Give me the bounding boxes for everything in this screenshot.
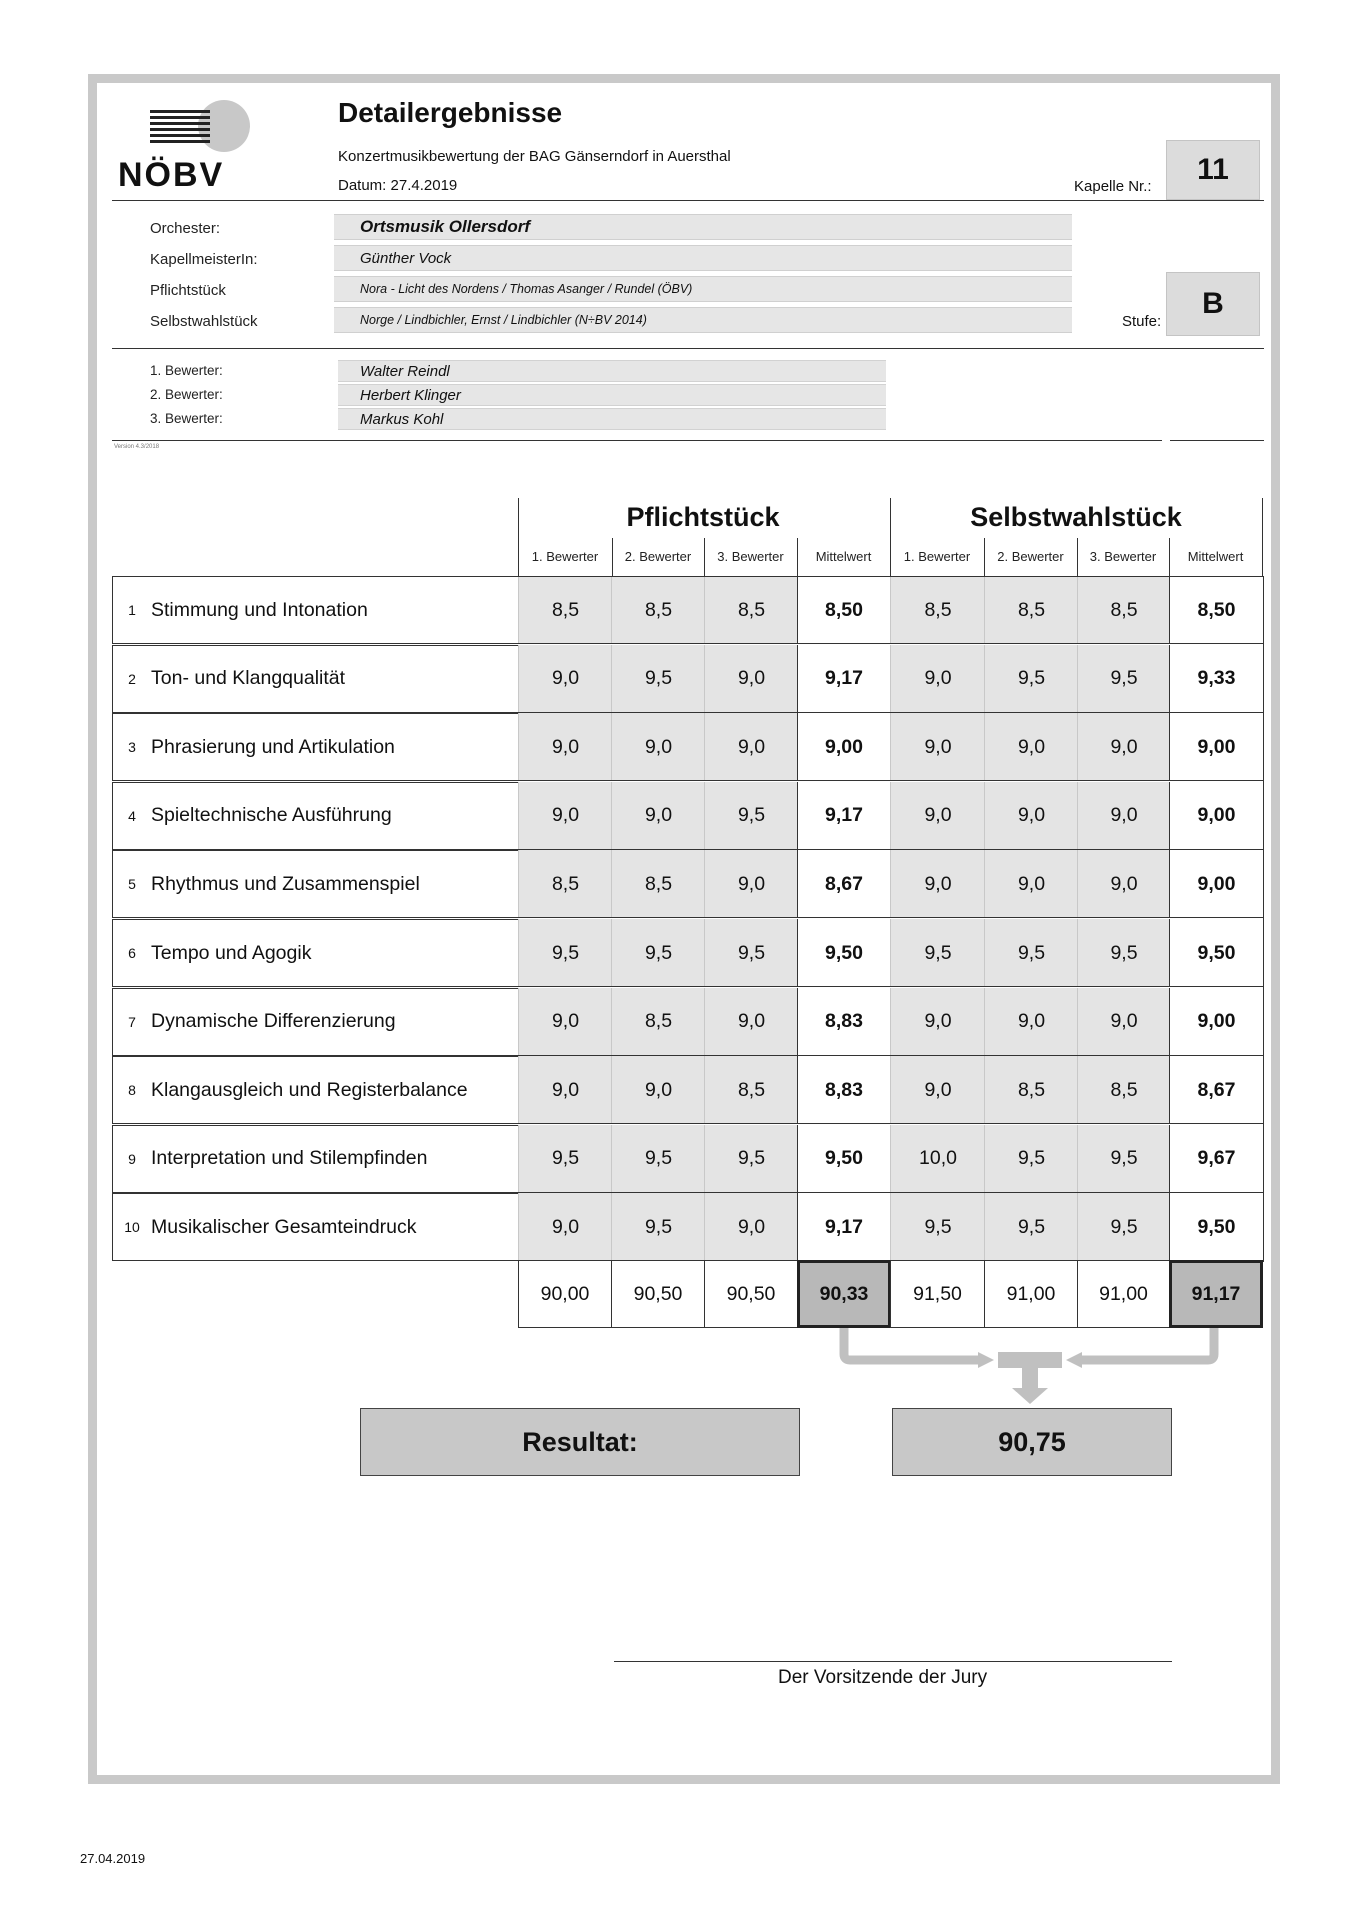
header-divider (1262, 498, 1263, 576)
score-cell: 9,0 (890, 645, 985, 713)
score-cell: 8,5 (1077, 1056, 1170, 1124)
criterion-name: Tempo und Agogik (151, 941, 312, 964)
criterion-name: Rhythmus und Zusammenspiel (151, 872, 420, 895)
score-cell: 9,0 (611, 713, 705, 781)
criterion-label (112, 782, 518, 850)
mean-cell: 9,50 (797, 919, 891, 987)
bewerter-1-label: 1. Bewerter: (150, 363, 223, 378)
score-cell: 9,5 (611, 1125, 705, 1193)
criterion-label (112, 850, 518, 918)
score-cell: 8,5 (611, 576, 705, 644)
divider-line (112, 348, 1264, 349)
table-row (112, 713, 1264, 781)
criterion-number: 6 (128, 945, 136, 961)
score-cell: 9,5 (704, 782, 798, 850)
score-cell: 9,0 (890, 782, 985, 850)
table-row (112, 1125, 1264, 1193)
criterion-number: 2 (128, 670, 136, 687)
page-title: Detailergebnisse (338, 97, 563, 128)
criterion-number: 8 (128, 1082, 136, 1099)
orchester-label: Orchester: (150, 220, 221, 237)
score-cell: 9,5 (518, 1125, 612, 1193)
column-header: 2. Bewerter (997, 549, 1064, 564)
criterion-number: 7 (128, 1013, 136, 1030)
total-mean-pflicht: 90,33 (797, 1260, 891, 1328)
column-header: 3. Bewerter (717, 549, 784, 564)
criterion-number: 10 (124, 1219, 140, 1236)
bewerter-1-field: Walter Reindl (338, 360, 886, 382)
column-header: 1. Bewerter (531, 549, 599, 564)
score-cell: 9,0 (1077, 988, 1170, 1056)
result-label-box: Resultat: (360, 1408, 800, 1476)
score-cell: 9,0 (611, 1056, 705, 1124)
header-divider (890, 498, 891, 576)
score-cell: 9,0 (518, 1056, 612, 1124)
criterion-number: 5 (128, 876, 136, 893)
criterion-name: Musikalischer Gesamteindruck (151, 1215, 417, 1238)
table-row (112, 919, 1264, 987)
total-cell: 91,00 (1077, 1260, 1170, 1328)
version-text: Version 4.3/2018 (114, 444, 160, 450)
score-cell: 9,5 (1077, 645, 1170, 713)
criterion-label (112, 1193, 518, 1261)
pflichtstueck-label: Pflichtstück (150, 282, 226, 299)
header-divider (518, 498, 519, 576)
datum-label: Datum: (338, 177, 387, 194)
score-cell: 10,0 (890, 1125, 985, 1193)
mean-cell: 8,83 (797, 988, 891, 1056)
score-cell: 9,0 (1077, 782, 1170, 850)
kapelle-number-box: 11 (1166, 140, 1260, 200)
score-cell: 9,5 (984, 1193, 1078, 1261)
score-cell: 8,5 (518, 850, 612, 918)
score-cell: 9,0 (704, 645, 798, 713)
pflichtstueck-field: Nora - Licht des Nordens / Thomas Asanger / Rundel (ÖBV) (334, 276, 1072, 302)
score-cell: 9,0 (518, 988, 612, 1056)
mean-cell: 8,50 (1169, 576, 1264, 644)
criterion-label (112, 988, 518, 1056)
score-cell: 9,0 (890, 713, 985, 781)
mean-cell: 9,00 (1169, 850, 1264, 918)
column-header: Mittelwert (815, 549, 872, 564)
mean-cell: 9,17 (797, 645, 891, 713)
mean-cell: 8,67 (797, 850, 891, 918)
mean-cell: 9,00 (1169, 988, 1264, 1056)
merge-arrows-icon (830, 1328, 1250, 1408)
mean-cell: 9,17 (797, 1193, 891, 1261)
mean-cell: 8,83 (797, 1056, 891, 1124)
score-cell: 8,5 (611, 988, 705, 1056)
criterion-label (112, 1056, 518, 1124)
result-value-box: 90,75 (892, 1408, 1172, 1476)
criterion-name: Dynamische Differenzierung (151, 1010, 396, 1033)
score-cell: 8,5 (984, 1056, 1078, 1124)
mean-cell: 9,67 (1169, 1125, 1264, 1193)
score-cell: 9,0 (984, 782, 1078, 850)
selbstwahlstueck-label: Selbstwahlstück (150, 313, 258, 330)
total-cell: 90,50 (611, 1260, 705, 1328)
table-row (112, 850, 1264, 918)
score-cell: 9,0 (1077, 850, 1170, 918)
score-cell: 9,5 (1077, 919, 1170, 987)
score-cell: 8,5 (704, 1056, 798, 1124)
bewerter-2-field: Herbert Klinger (338, 384, 886, 406)
total-cell: 90,50 (704, 1260, 798, 1328)
criterion-name: Ton- und Klangqualität (151, 667, 346, 690)
score-cell: 9,0 (611, 782, 705, 850)
bewerter-2-label: 2. Bewerter: (150, 387, 223, 402)
score-cell: 9,0 (984, 988, 1078, 1056)
score-cell: 9,0 (890, 988, 985, 1056)
criterion-number: 4 (128, 807, 136, 824)
logo-text: NÖBV (118, 156, 225, 194)
score-cell: 9,5 (611, 645, 705, 713)
score-cell: 9,5 (611, 1193, 705, 1261)
criterion-label (112, 1125, 518, 1193)
orchester-field: Ortsmusik Ollersdorf (334, 214, 1072, 240)
criterion-name: Interpretation und Stilempfinden (151, 1147, 428, 1170)
criterion-label (112, 576, 518, 644)
logo-emblem-icon (136, 98, 256, 153)
total-mean-selbst: 91,17 (1169, 1260, 1263, 1328)
score-cell: 9,5 (984, 645, 1078, 713)
score-cell: 9,0 (890, 850, 985, 918)
score-cell: 9,5 (890, 919, 985, 987)
criterion-name: Stimmung und Intonation (151, 598, 368, 621)
signature-line (614, 1661, 1172, 1662)
pflichtstueck-header: Pflichtstück (626, 502, 780, 532)
criterion-name: Klangausgleich und Registerbalance (151, 1078, 468, 1101)
score-cell: 9,0 (518, 1193, 612, 1261)
score-cell: 8,5 (518, 576, 612, 644)
table-row (112, 645, 1264, 713)
selbstwahlstueck-field: Norge / Lindbichler, Ernst / Lindbichler (N÷BV 2014) (334, 307, 1072, 333)
score-cell: 8,5 (704, 576, 798, 644)
table-top-border (112, 576, 1264, 577)
total-cell: 91,00 (984, 1260, 1078, 1328)
total-cell: 91,50 (890, 1260, 985, 1328)
score-cell: 9,0 (704, 850, 798, 918)
kapellmeister-label: KapellmeisterIn: (150, 251, 258, 268)
selbstwahlstueck-header: Selbstwahlstück (970, 502, 1182, 532)
signature-label: Der Vorsitzende der Jury (778, 1667, 988, 1688)
event-subtitle: Konzertmusikbewertung der BAG Gänserndorf in Auersthal (338, 148, 731, 165)
score-cell: 9,5 (518, 919, 612, 987)
score-cell: 9,5 (704, 919, 798, 987)
criterion-label (112, 645, 518, 713)
table-row (112, 988, 1264, 1056)
column-header: Mittelwert (1187, 549, 1244, 564)
divider-line (112, 200, 1264, 201)
score-cell: 8,5 (890, 576, 985, 644)
kapelle-label: Kapelle Nr.: (1074, 178, 1152, 195)
footer-date: 27.04.2019 (80, 1851, 146, 1866)
score-cell: 9,0 (890, 1056, 985, 1124)
criterion-number: 9 (128, 1150, 136, 1167)
score-cell: 9,0 (518, 713, 612, 781)
datum-line (338, 177, 457, 194)
kapellmeister-field: Günther Vock (334, 245, 1072, 271)
noebv-logo (118, 98, 268, 194)
bewerter-3-field: Markus Kohl (338, 408, 886, 430)
mean-cell: 9,50 (1169, 919, 1264, 987)
score-cell: 9,5 (984, 1125, 1078, 1193)
score-cell: 9,0 (704, 988, 798, 1056)
criterion-label (112, 713, 518, 781)
table-row (112, 782, 1264, 850)
criterion-name: Phrasierung und Artikulation (151, 735, 395, 758)
total-cell: 90,00 (518, 1260, 612, 1328)
score-cell: 9,5 (1077, 1125, 1170, 1193)
score-cell: 9,5 (704, 1125, 798, 1193)
score-cell: 9,5 (611, 919, 705, 987)
score-cell: 8,5 (611, 850, 705, 918)
bewerter-3-label: 3. Bewerter: (150, 411, 223, 426)
criterion-number: 3 (128, 739, 136, 756)
mean-cell: 9,00 (1169, 782, 1264, 850)
score-cell: 9,0 (984, 713, 1078, 781)
divider-line (112, 440, 1162, 441)
score-cell: 9,0 (518, 782, 612, 850)
column-header: 3. Bewerter (1089, 549, 1157, 564)
stufe-box: B (1166, 272, 1260, 336)
mean-cell: 9,33 (1169, 645, 1264, 713)
table-row (112, 576, 1264, 644)
score-cell: 8,5 (1077, 576, 1170, 644)
mean-cell: 9,50 (797, 1125, 891, 1193)
criterion-name: Spieltechnische Ausführung (151, 804, 392, 827)
score-cell: 8,5 (984, 576, 1078, 644)
score-cell: 9,5 (1077, 1193, 1170, 1261)
table-right-border (1263, 576, 1264, 1262)
table-row (112, 1193, 1264, 1261)
table-row (112, 1056, 1264, 1124)
datum-value: 27.4.2019 (390, 177, 458, 194)
divider-line (1170, 440, 1264, 441)
score-cell: 9,5 (984, 919, 1078, 987)
column-header: 2. Bewerter (624, 549, 692, 564)
score-cell: 9,0 (704, 713, 798, 781)
score-cell: 9,0 (704, 1193, 798, 1261)
mean-cell: 8,67 (1169, 1056, 1264, 1124)
score-cell: 9,5 (890, 1193, 985, 1261)
score-cell: 9,0 (1077, 713, 1170, 781)
mean-cell: 8,50 (797, 576, 891, 644)
criterion-label (112, 919, 518, 987)
mean-cell: 9,00 (1169, 713, 1264, 781)
mean-cell: 9,17 (797, 782, 891, 850)
score-cell: 9,0 (518, 645, 612, 713)
stufe-label: Stufe: (1122, 313, 1162, 330)
column-header: 1. Bewerter (903, 549, 971, 564)
criterion-number: 1 (128, 602, 136, 618)
score-cell: 9,0 (984, 850, 1078, 918)
mean-cell: 9,00 (797, 713, 891, 781)
mean-cell: 9,50 (1169, 1193, 1264, 1261)
